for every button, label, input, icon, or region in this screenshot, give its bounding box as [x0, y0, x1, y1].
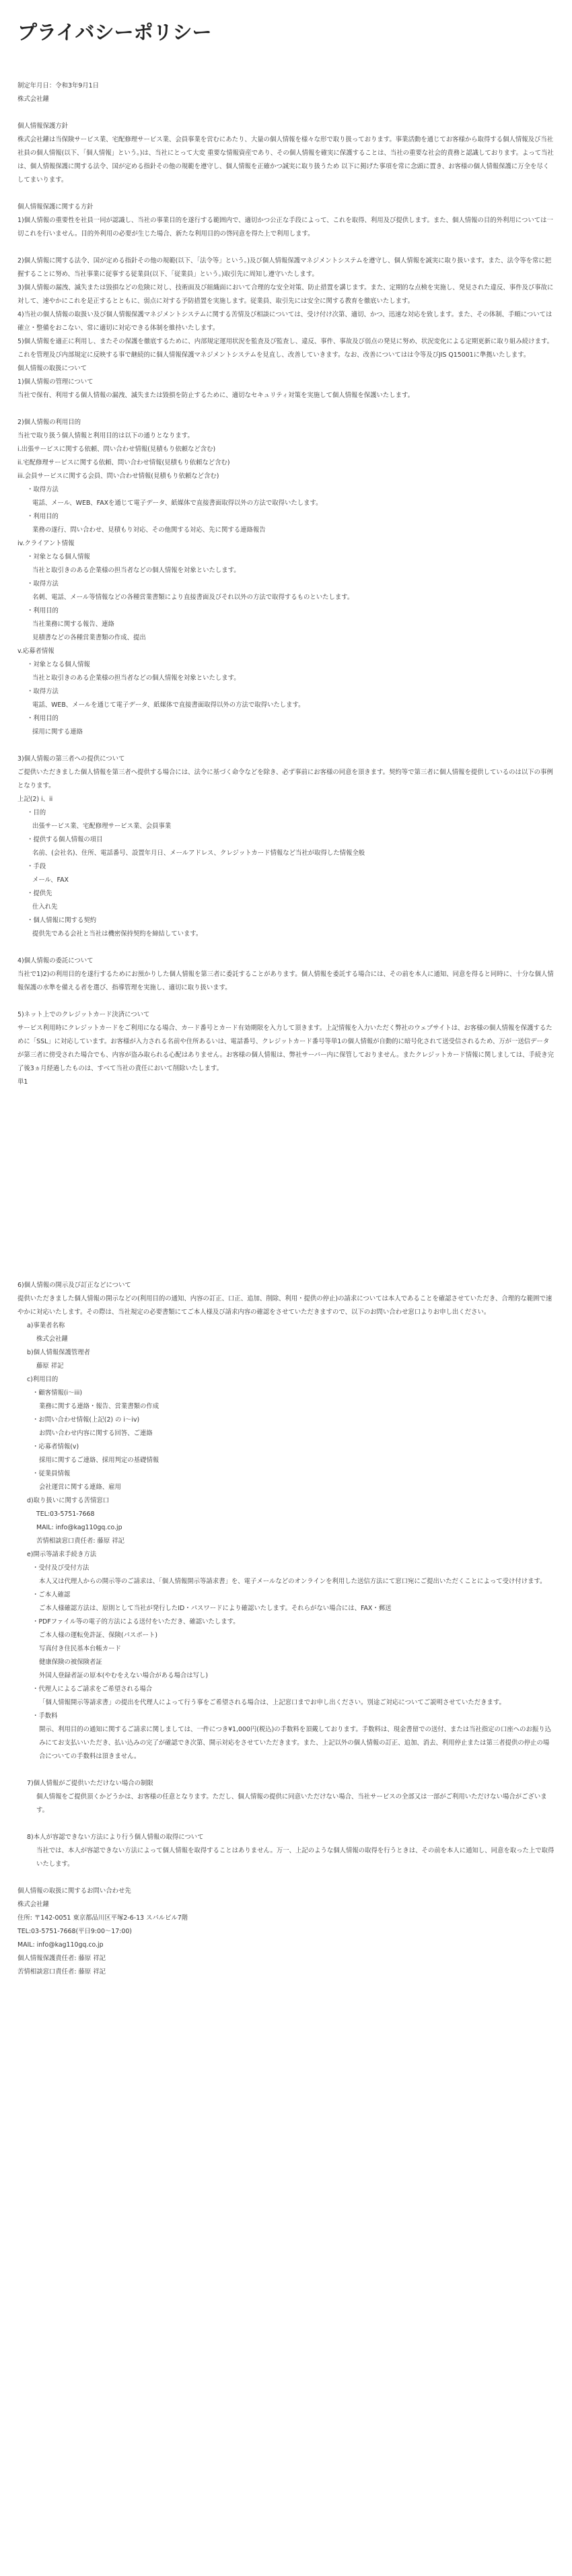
restriction-section	[17, 1777, 555, 1817]
policy-item-4: 4)当社の個人情報の取扱い及び個人情報保護マネジメントシステムに関する苦情及び相談については、受け付け次第、適切、かつ、迅速な対応を致します。また、その体制、手順については確立・整備をおこない、常に適切に対応できる体制を維持いたします。	[17, 311, 552, 332]
policy-item-2: 2)個人情報に関する法令、国が定める指針その他の規範(以下、「法令等」という。)及び個人情報保護マネジメントシステムを遵守し、個人情報を誠実に取り扱います。また、法令等を常に把握することに努め、当社事業に従事する従業員(以下、「従業員」という。)取引先に周知し遵守いたします。	[17, 257, 552, 278]
list-item: ・代理人によるご請求をご希望される場合	[32, 1685, 153, 1693]
list-item: 2)個人情報の利用目的	[17, 419, 81, 426]
purpose-section	[17, 416, 555, 739]
acquisition-section	[17, 1831, 555, 1871]
list-item: 苦情相談窓口責任者: 藤原 祥記	[36, 1537, 124, 1545]
list-item: ・対象となる個人情報	[27, 553, 90, 561]
policy-items-heading-block	[17, 201, 555, 241]
footnote-marker: 単1	[17, 1078, 28, 1086]
handling-section	[17, 362, 555, 403]
list-item: 当社業務に関する報告、連絡	[32, 621, 114, 628]
list-item: 名刺、電話、メール等情報などの各種営業書類により直接書面及びそれ以外の方法で取得するものといたします。	[32, 594, 354, 601]
list-item: 株式会社鑵	[36, 1335, 68, 1343]
section-body: 当社で1)2)の利用目的を遂行するためにお預かりした個人情報を第三者に委託することがあります。個人情報を委託する場合には、その前を本人に通知、同意を得ると同時に、十分な個人情報保護の水準を備える者を選び、指導管理を実施し、適切に取り扱います。	[17, 971, 554, 991]
list-item: 当社と取引きのある企業様の担当者などの個人情報を対象といたします。	[32, 674, 240, 682]
section-heading: 個人情報保護方針	[17, 123, 69, 130]
list-item: ・利用目的	[27, 715, 59, 722]
policy-item-3: 3)個人情報の漏洩、滅失または毀損などの危険に対し、技術面及び組織面において合理的な安全対策、防止措置を講じます。また、定期的な点検を実施し、発見された違反、事件及び事故に対して、速やかにこれを是正するとともに、弱点に対する予防措置を実施します。従業員、取引先には安全に関する教育を徹底いたします。	[17, 284, 554, 305]
list-item: MAIL: info@kag110gq.co.jp	[36, 1524, 122, 1531]
policy-item-5: 5)個人情報を適正に利用し、またその保護を徹底するために、内部規定運用状況を監査及び監査し、違反、事件、事故及び弱点の発見に努め、状況変化による定期更新に取り組み続けます。これを管理及び内部規定に反映する事で継続的に個人情報保護マネジメントシステムを見直し、改善していきます。なお、改善についてはは令等及びJIS Q15001に準拠いたします。	[17, 338, 554, 359]
list-item: 当社で取り扱う個人情報と利用目的は以下の通りとなります。	[17, 432, 194, 440]
list-item: 「個人情報開示等請求書」の提出を代理人によって行う事をご希望される場合は、上記窓口までお申し出ください。別途ご対応についてご説明させていただきます。	[39, 1699, 505, 1706]
list-item: ・利用目的	[27, 607, 59, 615]
section-heading: 個人情報保護に関する方針	[17, 203, 94, 211]
section-body: 当社で保有、利用する個人情報の漏洩、滅失または毀損を防止するために、適切なセキュリティ対策を実施して個人情報を保護いたします。	[17, 392, 414, 399]
list-item: 藤原 祥記	[36, 1362, 64, 1370]
contact-heading: 個人情報の取扱に関するお問い合わせ先	[17, 1887, 131, 1895]
list-item: 業務の遂行、問い合わせ、見積もり対応、その他関する対応、先に関する連絡報告	[32, 526, 266, 534]
list-item: c)利用目的	[27, 1376, 59, 1383]
policy-item-1: 1)個人情報の重要性を社員一同が認識し、当社の事業目的を遂行する範囲内で、適切かつ公正な手段によって、これを取得、利用及び提供します。また、個人情報の目的外利用については一切これを行いません。目的外利用の必要が生じた場合、新たな利用目的の啓同意を得た上で利用します。	[17, 217, 553, 238]
company-name: 株式会社鑵	[17, 96, 49, 103]
contact-section	[17, 1885, 555, 1979]
list-item: 写真付き住民基本台帳カード	[39, 1645, 121, 1652]
list-item: ・個人情報に関する契約	[27, 917, 97, 924]
list-item: ・取得方法	[27, 486, 59, 493]
disclosure-section	[17, 1279, 555, 1764]
contact-phone: TEL:03-5751-7668(平日9:00～17:00)	[17, 1928, 132, 1935]
third-party-section	[17, 753, 555, 941]
list-item: 出張サービス業、宅配修理サービス業、会員事業	[32, 823, 172, 830]
list-item: メール、FAX	[32, 876, 69, 884]
contact-email: MAIL: info@kag110gq.co.jp	[17, 1941, 104, 1949]
list-item: ・利用目的	[27, 513, 59, 520]
enacted-date: 制定年月日：令和3年9月1日	[17, 82, 100, 90]
list-item: 開示、利用目的の通知に関するご請求に関しましては、一件につき¥1,000円(税込)の手数料を頂戴しております。手数料は、現金書留での送付、または当社指定の口座へのお振り込みにてお支払いいただき、払い込みの完了が確認でき次第、開示対応をさせていただきます。また、上記以外の個人情報の訂正、追加、消去、利用停止または第三者提供の停止の場合についての手数料は頂きません。	[39, 1726, 552, 1760]
list-item: ・提供する個人情報の項目	[27, 836, 103, 843]
list-item: 採用に関する連絡	[32, 728, 83, 736]
section-body: ご提供いただきました個人情報を第三者へ提供する場合には、法令に基づく命令などを除き、必ず事前にお客様の同意を頂きます。契約等で第三者に個人情報を提供しているのは以下の事例となります。	[17, 769, 553, 790]
section-heading: 6)個人情報の開示及び訂正などについて	[17, 1282, 131, 1289]
section-heading: 3)個人情報の第三者への提供について	[17, 755, 125, 763]
protection-policy-section	[17, 120, 555, 187]
list-item: ・手段	[27, 863, 46, 870]
section-body: 株式会社鑵は当保険サービス業、宅配修理サービス業、会員事業を営むにあたり、大量の個人情報を様々な形で取り扱っております。事業活動を通じてお客様から取得する個人情報及び当社社員の個人情報(以下、「個人情報」という。)は、当社にとって大変 重要な情報資産であり、その個人情報を確実に保護することは、当社の重要な社会的責務と認識しております。よって当社は、個人情報保護に関する法令、国が定める指針その他の規範を遵守し、個人情報を正確かつ誠実に取り扱うため 以下に掲げた事項を常に念頭に置き、お客様の個人情報保護に万全を尽くしてまいります。	[17, 136, 554, 184]
outsourcing-section	[17, 954, 555, 995]
list-item: ・顧客情報(i～iii)	[32, 1389, 82, 1397]
section-body: 当社では、本人が容認できない方法によって個人情報を取得することはありません。万一、上記のような個人情報の取得を行うときは、その前を本人に通知し、同意を取った上で取得いたします。	[36, 1847, 555, 1868]
section-heading: 4)個人情報の委託について	[17, 957, 94, 965]
subsection-heading: 1)個人情報の管理について	[17, 378, 94, 386]
list-item: ・対象となる個人情報	[27, 661, 90, 668]
list-item: ・PDFファイル等の電子的方法による送付をいただき、確認いたします。	[32, 1618, 240, 1626]
list-item: ご本人様確認方法は、原則として当社が発行したID・パスワードにより確認いたします。それらがない場合には、FAX・郵送	[39, 1605, 392, 1612]
list-item: ・ご本人確認	[32, 1591, 71, 1599]
section-body: サービス利用時にクレジットカードをご利用になる場合、カード番号とカード有効期限を入力して頂きます。上記情報を入力いただく弊社のウェブサイトは、お客様の個人情報を保護するために「SSL」に対応しています。お客様が入力される名前や住所あるいは、電話番号、クレジットカード番号等単1の個人情報が自動的に暗号化されて送受信されるため、万が一送信データが第三者に傍受された場合でも、内容が盗み取られる心配はありません。お客様の個人情報は、弊社サーバー内に保管しておりません。またクレジットカード情報に関しましては、手続き完了後3ヵ月経過したものは、すべて当社の責任において削除いたします。	[17, 1024, 555, 1072]
list-item: ii.宅配修理サービスに関する依頼、問い合わせ情報(見積もり依頼など含む)	[17, 459, 230, 466]
list-item: 上記(2) i、ii	[17, 796, 53, 803]
section-heading: 個人情報の取扱について	[17, 365, 87, 372]
credit-card-section	[17, 1008, 555, 1089]
list-item: 健康保険の被保険者証	[39, 1659, 102, 1666]
list-item: ・受付及び受付方法	[32, 1564, 90, 1572]
section-body: 提供いただきました個人情報の開示などの(利用目的の通知、内容の訂正、口正、追加、削除、利用・提供の停止)の請求については本人であることを確認させていただき、合理的な範囲で速やかに対応いたします。その際は、当社規定の必要書類にてご本人様及び請求内容の確認をさせていただきますので、以下のお問い合わせ窓口よりお申し出ください。	[17, 1295, 552, 1316]
list-item: 仕入れ先	[32, 903, 58, 911]
section-body: 個人情報をご提供頂くかどうかは、お客様の任意となります。ただし、個人情報の提供に同意いただけない場合、当社サービスの全部又は一部がご利用いただけない場合がございます。	[36, 1793, 547, 1814]
list-item: ・目的	[27, 809, 46, 816]
page-title: プライバシーポリシー	[17, 21, 212, 44]
list-item: iv.クライアント情報	[17, 540, 75, 547]
list-item: 業務に関する連絡・報告、営業書類の作成	[39, 1403, 159, 1410]
section-heading: 8)本人が容認できない方法により行う個人情報の取得について	[27, 1834, 204, 1841]
list-item: a)事業者名称	[27, 1322, 65, 1329]
list-item: TEL:03-5751-7668	[36, 1510, 95, 1518]
list-item: 提供先である会社と当社は機密保持契約を締結しています。	[32, 930, 203, 938]
list-item: ・応募者情報(v)	[32, 1443, 79, 1451]
list-item: 採用に関するご連絡、採用判定の基礎情報	[39, 1457, 159, 1464]
list-item: 当社と取引きのある企業様の担当者などの個人情報を対象といたします。	[32, 567, 240, 574]
list-item: d)取り扱いに関する苦情窓口	[27, 1497, 110, 1504]
list-item: ・提供先	[27, 890, 52, 897]
list-item: 電話、メール、WEB、FAXを通じて電子データ、紙媒体で直接書面取得以外の方法で取得いたします。	[32, 499, 322, 507]
list-item: ご本人様の運転免許証、保険(パスポート)	[39, 1632, 158, 1639]
list-item: ・お問い合わせ情報(上記(2) の i～iv)	[32, 1416, 140, 1424]
list-item: ・取得方法	[27, 688, 59, 695]
list-item: ・取得方法	[27, 580, 59, 588]
contact-address: 住所: 〒142-0051 東京都品川区平塚2-6-13 スパルビル7階	[17, 1914, 188, 1922]
contact-company: 株式会社鑵	[17, 1901, 49, 1908]
list-item: ・従業員情報	[32, 1470, 71, 1477]
list-item: お問い合わせ内容に関する回答、ご連絡	[39, 1430, 153, 1437]
policy-meta	[17, 79, 555, 106]
blank-spacer	[17, 1103, 555, 1279]
list-item: 外国人登録者証の原本(やむをえない場合がある場合は写し)	[39, 1672, 209, 1679]
list-item: 会社運営に関する連絡、雇用	[39, 1484, 121, 1491]
list-item: v.応募者情報	[17, 648, 55, 655]
list-item: 本人又は代理人からの開示等のご請求は、「個人情報開示等請求書」を、電子メールなどのオンラインを利用した送信方法にて窓口宛にご提出いただくことによって受け付けます。	[39, 1578, 546, 1585]
contact-complaints-manager: 苦情相談窓口責任者: 藤原 祥記	[17, 1968, 106, 1976]
list-item: e)開示等請求手続き方法	[27, 1551, 97, 1558]
contact-manager: 個人情報保護責任者: 藤原 祥記	[17, 1955, 106, 1962]
list-item: 名前、(会社名)、住所、電話番号、設置年月日、メールアドレス、クレジットカード情報など当社が取得した情報全般	[32, 849, 365, 857]
list-item: 電話、WEB、メールを通じて電子データ、紙媒体で直接書面取得以外の方法で取得いたします。	[32, 701, 305, 709]
list-item: iii.会員サービスに関する会員、問い合わせ情報(見積もり依頼など含む)	[17, 473, 219, 480]
list-item: ・手数料	[32, 1712, 58, 1720]
list-item: 見積書などの各種営業書類の作成、提出	[32, 634, 146, 641]
section-heading: 5)ネット上でのクレジットカード決済について	[17, 1011, 150, 1018]
list-item: i.出張サービスに関する依頼、問い合わせ情報(見積もり依頼など含む)	[17, 446, 216, 453]
section-heading: 7)個人情報がご提供いただけない場合の制限	[27, 1780, 153, 1787]
list-item: b)個人情報保護管理者	[27, 1349, 90, 1356]
